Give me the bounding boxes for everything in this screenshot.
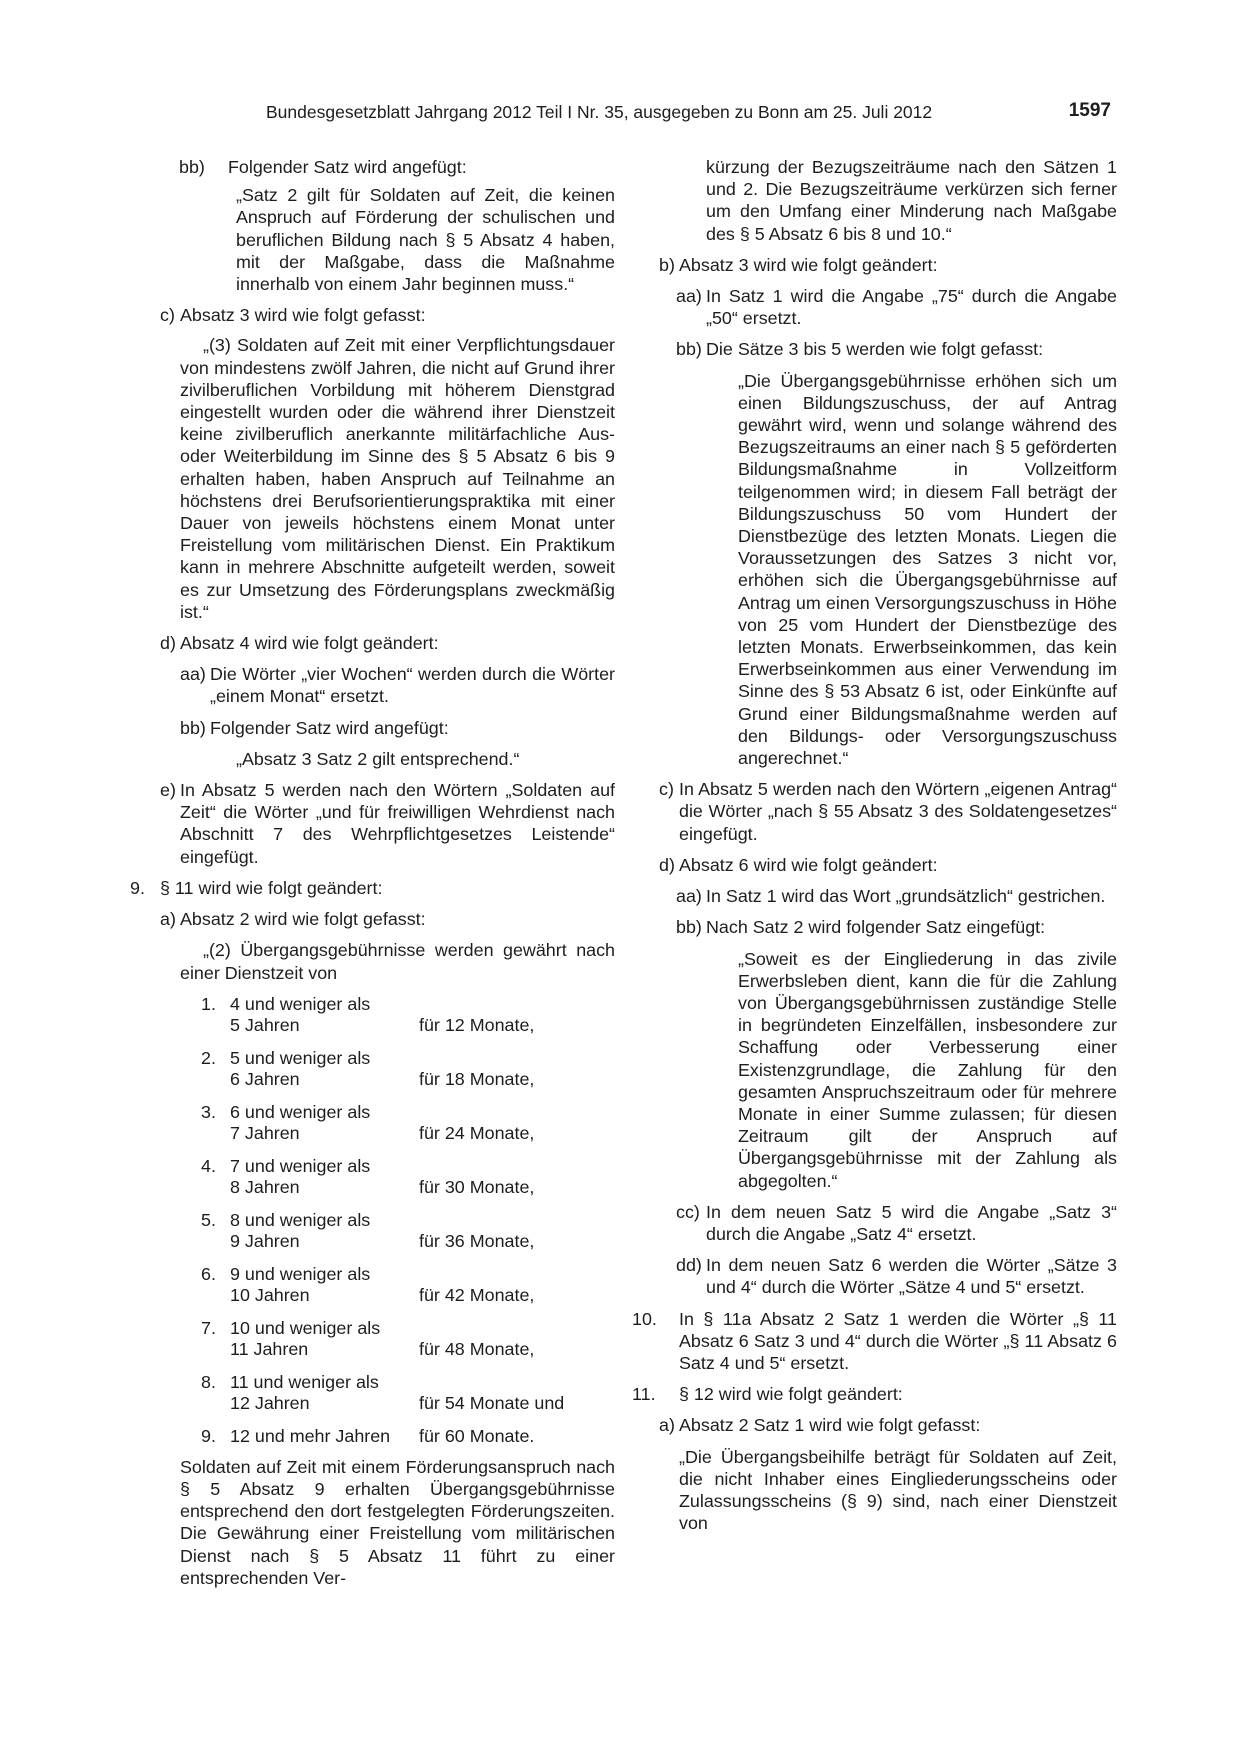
quote-saetze-3-bis-5: „Die Übergangsgebührnisse erhöhen sich um einen Bildungszuschuss, der auf Antrag gewährt wird, wenn und solange während des Bezugszeitraums an einer nach § 5 geförderten Bildungsmaßnahme in Vollzeitform teilgenommen wird; in diesem Fall beträgt der Bildungszuschuss 50 vom Hundert der Dienstbezüge des letzten Monats. Liegen die Voraussetzungen des Satzes 3 nicht vor, erhöhen sich die Übergangsgebührnisse auf Antrag um einen Versorgungszuschuss in Höhe von 25 vom Hundert der Dienstbezüge des letzten Monats. Erwerbseinkommen, das kein Erwerbseinkommen aus einer Verwendung im Sinne des § 53 Absatz 6 ist, oder Einkünfte auf Grund einer Bildungsmaßnahme werden auf den Bildungs- oder Versorgungszuschuss angerechnet.“ xyxy=(738,370,1117,769)
item-11-paragraph-12 xyxy=(632,1383,1117,1405)
item-label: bb) xyxy=(676,339,702,360)
item-label: 11. xyxy=(632,1384,656,1405)
item-9-paragraph-11 xyxy=(130,877,615,899)
item-b-absatz-3 xyxy=(632,254,1117,276)
item-label: a) xyxy=(659,1415,675,1436)
item-text: In Satz 1 wird das Wort „grundsätzlich“ gestrichen. xyxy=(706,886,1106,907)
quote-satz-eingefuegt: „Soweit es der Eingliederung in das zivile Erwerbsleben dient, kann die für die Zahlung von Übergangsgebührnissen zuständige Stelle in begründeten Einzelfällen, insbesondere zur Schaffung oder Verbesserung einer Existenzgrundlage, die Zahlung für den gesamten Anspruchszeitraum oder für mehrere Monate in einer Summe zulassen; für diesen Zeitraum gilt der Anspruch auf Übergangsgebührnisse mit der Zahlung als abgegolten.“ xyxy=(738,948,1117,1191)
item-label: dd) xyxy=(676,1255,702,1276)
item-text: Absatz 3 wird wie folgt geändert: xyxy=(679,254,938,275)
item-label: a) xyxy=(160,909,176,930)
item-text: In dem neuen Satz 5 wird die Angabe „Satz 3“ durch die Angabe „Satz 4“ ersetzt. xyxy=(706,1201,1117,1244)
table-row: 4. 7 und weniger als 8 Jahren für 30 Monate, xyxy=(201,1155,535,1197)
item-label: 10. xyxy=(632,1308,657,1329)
item-c-absatz-3 xyxy=(130,304,615,326)
item-b-aa xyxy=(632,285,1117,329)
item-text: Die Sätze 3 bis 5 werden wie folgt gefasst: xyxy=(706,339,1044,360)
item-10-paragraph-11a xyxy=(632,1308,1117,1375)
item-label: cc) xyxy=(676,1201,700,1222)
item-text: Folgender Satz wird angefügt: xyxy=(210,717,449,738)
item-label: d) xyxy=(160,633,176,654)
item-text: Absatz 6 wird wie folgt geändert: xyxy=(679,854,938,875)
quote-absatz-3-satz-2: „Absatz 3 Satz 2 gilt entsprechend.“ xyxy=(236,748,520,769)
right-column xyxy=(632,156,1117,1543)
item-label: c) xyxy=(160,305,175,326)
item-d-aa xyxy=(130,663,615,707)
item-text: Absatz 2 wird wie folgt gefasst: xyxy=(180,909,426,930)
item-text: Nach Satz 2 wird folgender Satz eingefügt: xyxy=(706,917,1046,938)
item-a-absatz-2 xyxy=(130,908,615,930)
item-text: In Absatz 5 werden nach den Wörtern „Soldaten auf Zeit“ die Wörter „und für freiwilligen Wehrdienst nach Abschnitt 7 des Wehrpflichtgesetzes Leistende“ eingefügt. xyxy=(180,780,615,867)
item-text: Absatz 2 Satz 1 wird wie folgt gefasst: xyxy=(679,1415,981,1436)
page-number: 1597 xyxy=(1068,100,1111,121)
table-row: 2. 5 und weniger als 6 Jahren für 18 Monate, xyxy=(201,1047,535,1089)
item-d-cc xyxy=(632,1201,1117,1245)
quote-satz-2: „Satz 2 gilt für Soldaten auf Zeit, die keinen Anspruch auf Förderung der schulischen und beruflichen Bildung nach § 5 Absatz 4 haben, mit der Maßgabe, dass die Maßnahme innerhalb von einem Jahr beginnen muss.“ xyxy=(236,185,615,295)
table-row: 6. 9 und weniger als 10 Jahren für 42 Monate, xyxy=(201,1263,535,1305)
item-text: In Absatz 5 werden nach den Wörtern „eigenen Antrag“ die Wörter „nach § 55 Absatz 3 des Soldatengesetzes“ eingefügt. xyxy=(679,779,1117,844)
item-label: b) xyxy=(659,254,675,275)
item-e-absatz-5 xyxy=(130,779,615,868)
item-text: In Satz 1 wird die Angabe „75“ durch die Angabe „50“ ersetzt. xyxy=(706,286,1117,329)
item-text: In § 11a Absatz 2 Satz 1 werden die Wörter „§ 11 Absatz 6 Satz 3 und 4“ durch die Wörter „§ 11 Absatz 6 Satz 4 und 5“ ersetzt. xyxy=(679,1308,1117,1373)
item-c-absatz-5 xyxy=(632,778,1117,845)
item-label: aa) xyxy=(676,286,702,307)
item-label: bb) xyxy=(676,917,702,938)
item-d-bb xyxy=(632,916,1117,938)
table-row: 9. 12 und mehr Jahren für 60 Monate. xyxy=(201,1425,535,1446)
item-d-absatz-6 xyxy=(632,854,1117,876)
item-label: aa) xyxy=(180,664,206,685)
item-text: Absatz 3 wird wie folgt gefasst: xyxy=(180,305,426,326)
running-head xyxy=(256,101,1111,131)
header-title: Bundesgesetzblatt Jahrgang 2012 Teil I Nr. 35, ausgegeben zu Bonn am 25. Juli 2012 xyxy=(266,102,933,122)
item-label: c) xyxy=(659,779,674,800)
table-row: 7. 10 und weniger als 11 Jahren für 48 Monate, xyxy=(201,1317,535,1359)
table-row: 1. 4 und weniger als 5 Jahren für 12 Monate, xyxy=(201,993,535,1035)
item-label: e) xyxy=(160,780,176,801)
item-d-aa xyxy=(632,885,1117,907)
quote-absatz-2: „(2) Übergangsgebührnisse werden gewährt nach einer Dienstzeit von xyxy=(180,940,615,983)
paragraph-foerderungsanspruch: Soldaten auf Zeit mit einem Förderungsanspruch nach § 5 Absatz 9 erhalten Übergangsgebührnisse entsprechend den dort festgelegten Förderungszeiten. Die Gewährung einer Freistellung vom militärischen Dienst nach § 5 Absatz 11 führt zu einer entsprechenden Ver- xyxy=(180,1456,615,1588)
item-text: Folgender Satz wird angefügt: xyxy=(228,157,467,177)
item-label: bb) xyxy=(180,717,206,738)
item-d-dd xyxy=(632,1254,1117,1298)
item-bb-satz-angefuegt xyxy=(130,156,615,178)
item-text: § 12 wird wie folgt geändert: xyxy=(679,1384,903,1405)
table-row: 5. 8 und weniger als 9 Jahren für 36 Monate, xyxy=(201,1209,535,1251)
item-text: In dem neuen Satz 6 werden die Wörter „Sätze 3 und 4“ durch die Wörter „Sätze 4 und 5“ ersetzt. xyxy=(706,1255,1117,1298)
item-a-absatz-2-satz-1 xyxy=(632,1414,1117,1436)
item-b-bb xyxy=(632,338,1117,360)
item-text: Die Wörter „vier Wochen“ werden durch die Wörter „einem Monat“ ersetzt. xyxy=(210,664,615,707)
table-row: 3. 6 und weniger als 7 Jahren für 24 Monate, xyxy=(201,1101,535,1143)
item-label: aa) xyxy=(676,886,702,907)
quote-uebergangsbeihilfe: „Die Übergangsbeihilfe beträgt für Soldaten auf Zeit, die nicht Inhaber eines Eingliederungsscheins oder Zulassungsscheins (§ 9) sind, nach einer Dienstzeit von xyxy=(679,1446,1117,1534)
item-text: Absatz 4 wird wie folgt geändert: xyxy=(180,633,439,654)
item-label: 9. xyxy=(130,877,145,898)
quote-absatz-3: „(3) Soldaten auf Zeit mit einer Verpflichtungsdauer von mindestens zwölf Jahren, die nicht auf Grund ihrer zivilberuflichen Vorbildung mit höherem Dienstgrad eingestellt wurden oder die während ihrer Dienstzeit keine zivilberuflich anerkannte militärfachliche Aus- oder Weiterbildung im Sinne des § 5 Absatz 6 bis 9 erhalten haben, haben Anspruch auf Teilnahme an höchstens drei Berufsorientierungspraktika mit einer Dauer von jeweils höchstens einem Monat unter Freistellung vom militärischen Dienst. Ein Praktikum kann in mehrere Abschnitte aufgeteilt werden, soweit es zur Umsetzung des Förderungsplans zweckmäßig ist.“ xyxy=(180,335,615,622)
dienstzeit-table xyxy=(201,993,615,1447)
paragraph-continued: kürzung der Bezugszeiträume nach den Sätzen 1 und 2. Die Bezugszeiträume verkürzen sich ferner um den Umfang einer Minderung nach Maßgabe des § 5 Absatz 6 bis 8 und 10.“ xyxy=(706,157,1117,244)
item-label: bb) xyxy=(179,157,205,177)
item-text: § 11 wird wie folgt geändert: xyxy=(160,877,383,898)
left-column xyxy=(130,156,615,1598)
item-d-bb xyxy=(130,717,615,739)
item-label: d) xyxy=(659,854,675,875)
item-d-absatz-4 xyxy=(130,632,615,654)
table-row: 8. 11 und weniger als 12 Jahren für 54 Monate und xyxy=(201,1371,565,1413)
